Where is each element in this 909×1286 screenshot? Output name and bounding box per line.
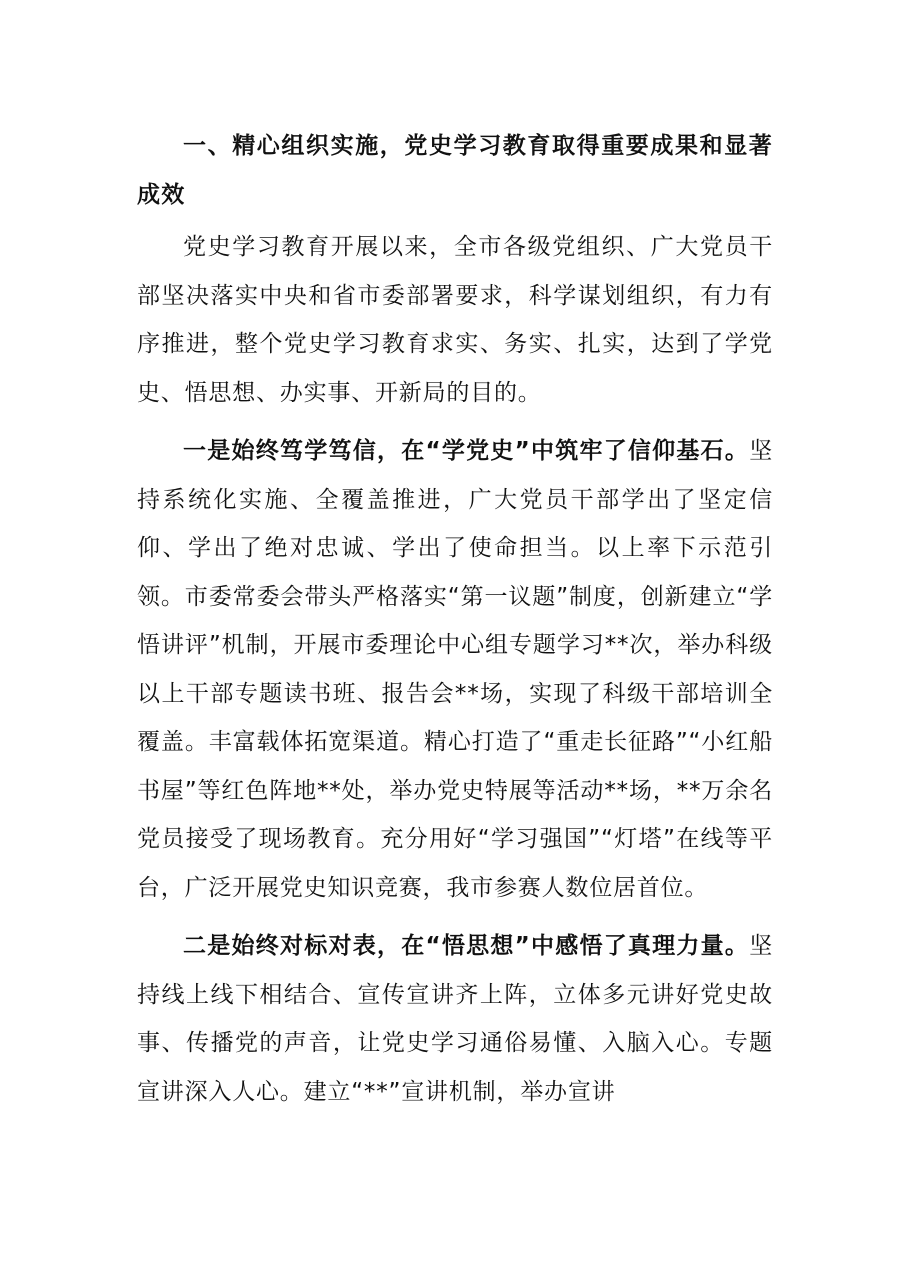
section-heading: 一、精心组织实施，党史学习教育取得重要成果和显著成效 <box>137 133 773 208</box>
point-two-text: 坚持线上线下相结合、宣传宣讲齐上阵，立体多元讲好党史故事、传播党的声音，让党史学习通俗易懂、入脑入心。专题宣讲深入人心。建立“**”宣讲机制，举办宣讲 <box>137 933 773 1105</box>
point-one-lead: 一是始终笃学笃信，在“学党史”中筑牢了信仰基石。 <box>183 438 750 464</box>
point-one-text: 坚持系统化实施、全覆盖推进，广大党员干部学出了坚定信仰、学出了绝对忠诚、学出了使命担当。以上率下示范引领。市委常委会带头严格落实“第一议题”制度，创新建立“学悟讲评”机制，开展市委理论中心组专题学习**次，举办科级以上干部专题读书班、报告会**场，实现了科级干部培训全覆盖。丰富载体拓宽渠道。精心打造了“重走长征路”“小红船书屋”等红色阵地**处，举办党史特展等活动**场，**万余名党员接受了现场教育。充分用好“学习强国”“灯塔”在线等平台，广泛开展党史知识竞赛，我市参赛人数位居首位。 <box>137 438 773 901</box>
document-page <box>137 122 773 1116</box>
point-one-paragraph <box>137 427 773 912</box>
point-two-paragraph <box>137 922 773 1116</box>
point-two-lead: 二是始终对标对表，在“悟思想”中感悟了真理力量。 <box>183 933 750 959</box>
intro-paragraph: 党史学习教育开展以来，全市各级党组织、广大党员干部坚决落实中央和省市委部署要求，科学谋划组织，有力有序推进，整个党史学习教育求实、务实、扎实，达到了学党史、悟思想、办实事、开新局的目的。 <box>137 234 773 406</box>
